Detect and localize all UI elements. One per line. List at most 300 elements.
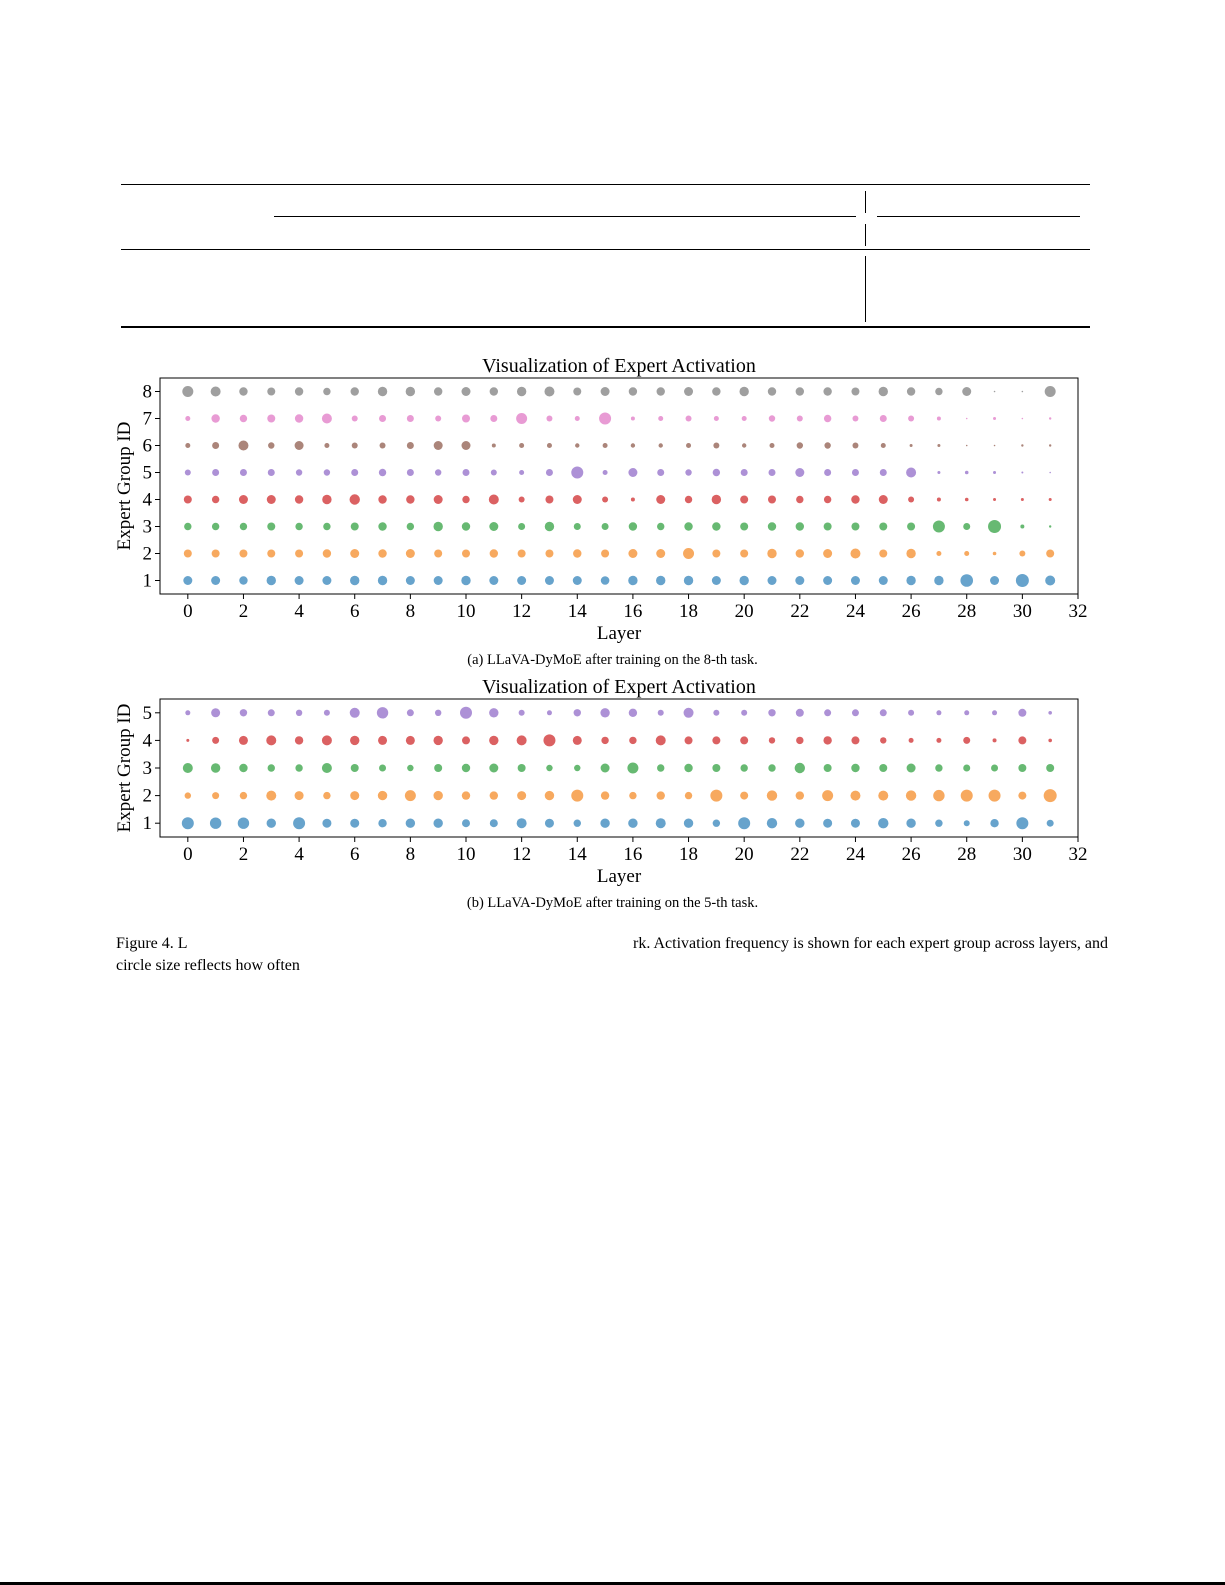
chart-b-point-group5-layer13 xyxy=(547,710,552,715)
chart-a-point-group7-layer24 xyxy=(852,416,858,422)
chart-b-x-tick-label-8: 8 xyxy=(405,844,416,865)
chart-a-point-group2-layer20 xyxy=(740,550,748,558)
chart-a-point-group5-layer25 xyxy=(880,469,887,476)
chart-b-point-group4-layer11 xyxy=(489,736,498,745)
chart-a-point-group2-layer11 xyxy=(490,549,498,557)
chart-a-point-group6-layer15 xyxy=(603,443,608,448)
chart-a-point-group1-layer3 xyxy=(267,576,276,585)
chart-b-y-tick-label-5: 5 xyxy=(142,702,152,724)
chart-b-y-tick-label-4: 4 xyxy=(142,730,152,752)
chart-b-point-group5-layer12 xyxy=(519,710,525,716)
figure-caption-line1-right: rk. Activation frequency is shown for each expert group across layers, and xyxy=(633,935,1108,952)
chart-b-point-group5-layer24 xyxy=(852,709,859,716)
chart-a-point-group4-layer19 xyxy=(712,495,721,504)
chart-a-point-group3-layer0 xyxy=(184,523,191,530)
chart-b-point-group2-layer19 xyxy=(710,790,722,802)
chart-a-point-group8-layer0 xyxy=(182,386,193,397)
subfigure-caption-b: (b) LLaVA-DyMoE after training on the 5-th task. xyxy=(466,895,759,911)
chart-b-point-group3-layer7 xyxy=(379,765,386,772)
chart-a-point-group1-layer29 xyxy=(990,576,999,585)
chart-b-point-group4-layer19 xyxy=(712,736,720,744)
chart-a-point-group1-layer16 xyxy=(628,576,637,585)
chart-a-x-tick-label-26: 26 xyxy=(901,601,921,622)
chart-a-point-group8-layer22 xyxy=(796,387,804,395)
chart-a-point-group2-layer27 xyxy=(936,551,941,556)
chart-b-point-group5-layer25 xyxy=(880,709,887,716)
chart-a-point-group1-layer4 xyxy=(295,576,304,585)
chart-b-point-group2-layer23 xyxy=(822,790,833,801)
chart-a-point-group7-layer13 xyxy=(546,416,552,422)
chart-b-point-group3-layer14 xyxy=(574,765,580,771)
chart-a-point-group6-layer12 xyxy=(519,443,524,448)
chart-b-x-tick-label-24: 24 xyxy=(845,844,865,865)
chart-b-point-group3-layer11 xyxy=(489,764,498,773)
chart-a-x-tick-label-32: 32 xyxy=(1068,601,1088,622)
chart-a-point-group5-layer2 xyxy=(240,469,247,476)
chart-b-point-group2-layer16 xyxy=(629,792,636,799)
chart-a-point-group5-layer15 xyxy=(603,470,608,475)
chart-b-point-group4-layer10 xyxy=(462,736,470,744)
chart-b-point-group5-layer4 xyxy=(296,710,302,716)
chart-a-point-group4-layer28 xyxy=(965,498,969,502)
chart-b-point-group3-layer3 xyxy=(268,764,275,771)
chart-a-point-group3-layer15 xyxy=(602,523,609,530)
chart-a-x-tick-label-0: 0 xyxy=(183,601,193,622)
chart-b-point-group4-layer28 xyxy=(963,737,970,744)
chart-b-point-group2-layer0 xyxy=(185,792,191,798)
table-vrule-header-1 xyxy=(865,191,866,213)
chart-b-x-tick-label-28: 28 xyxy=(957,844,977,865)
table-cmidrule-left xyxy=(274,216,856,217)
chart-a-point-group8-layer17 xyxy=(657,387,665,395)
chart-b-point-group3-layer26 xyxy=(907,764,916,773)
chart-a-point-group4-layer3 xyxy=(267,495,276,504)
chart-b-point-group2-layer14 xyxy=(571,790,583,802)
chart-b-x-tick-label-10: 10 xyxy=(456,844,476,865)
chart-a-point-group1-layer31 xyxy=(1045,576,1055,586)
chart-b-point-group2-layer6 xyxy=(350,791,359,800)
chart-a-point-group1-layer20 xyxy=(739,576,748,585)
chart-b-point-group4-layer7 xyxy=(378,736,387,745)
chart-b-point-group1-layer24 xyxy=(851,819,860,828)
chart-b-x-tick-label-30: 30 xyxy=(1012,844,1032,865)
chart-a-point-group2-layer18 xyxy=(683,548,694,559)
chart-b-point-group2-layer27 xyxy=(933,790,944,801)
chart-a-y-tick-label-7: 7 xyxy=(142,408,152,430)
chart-a-point-group2-layer5 xyxy=(323,549,331,557)
chart-b-point-group1-layer0 xyxy=(182,817,194,829)
chart-a-point-group3-layer8 xyxy=(407,523,414,530)
chart-a-point-group1-layer22 xyxy=(795,576,804,585)
chart-a-point-group1-layer14 xyxy=(573,576,582,585)
table-vrule-header-2 xyxy=(865,224,866,246)
chart-b-point-group1-layer11 xyxy=(490,819,498,827)
chart-a-point-group3-layer26 xyxy=(907,523,915,531)
chart-a-point-group5-layer14 xyxy=(571,467,583,479)
chart-b-point-group2-layer17 xyxy=(657,791,665,799)
chart-b-point-group3-layer0 xyxy=(183,763,193,773)
chart-a-point-group4-layer2 xyxy=(239,495,248,504)
chart-b-x-tick-label-6: 6 xyxy=(349,844,360,865)
chart-a-y-tick-label-1: 1 xyxy=(142,570,152,592)
chart-a-point-group7-layer26 xyxy=(908,416,914,422)
chart-a-point-group6-layer11 xyxy=(492,444,496,448)
chart-b-point-group4-layer8 xyxy=(406,736,415,745)
chart-a-point-group8-layer25 xyxy=(879,387,888,396)
chart-b-point-group2-layer22 xyxy=(796,791,804,799)
chart-b-point-group4-layer2 xyxy=(239,736,248,745)
chart-b-point-group4-layer17 xyxy=(656,735,666,745)
chart-b-point-group5-layer2 xyxy=(240,709,247,716)
subfigure-caption-a: (a) LLaVA-DyMoE after training on the 8-th task. xyxy=(467,652,758,668)
chart-b-point-group3-layer1 xyxy=(211,763,220,772)
chart-a-point-group1-layer6 xyxy=(350,576,359,585)
chart-a-point-group8-layer20 xyxy=(739,387,748,396)
chart-a-point-group6-layer4 xyxy=(295,441,304,450)
chart-b-point-group2-layer21 xyxy=(767,790,777,800)
chart-b-point-group2-layer9 xyxy=(433,791,442,800)
chart-a-point-group1-layer12 xyxy=(517,576,526,585)
chart-a-x-tick-label-12: 12 xyxy=(512,601,532,622)
chart-a-point-group5-layer30 xyxy=(1021,472,1023,474)
chart-a-point-group2-layer4 xyxy=(295,550,303,558)
chart-a-x-tick-label-10: 10 xyxy=(456,601,476,622)
chart-b-point-group3-layer29 xyxy=(991,765,998,772)
chart-a-point-group7-layer6 xyxy=(352,416,358,422)
chart-b-x-tick-label-20: 20 xyxy=(734,844,754,865)
chart-b-point-group4-layer29 xyxy=(993,738,997,742)
chart-b-point-group2-layer10 xyxy=(462,791,470,799)
chart-b-point-group3-layer2 xyxy=(239,764,247,772)
chart-b-point-group2-layer30 xyxy=(1018,792,1026,800)
chart-b-point-group1-layer1 xyxy=(210,818,221,829)
chart-b-point-group4-layer23 xyxy=(823,736,831,744)
chart-b-point-group5-layer16 xyxy=(629,709,637,717)
chart-a-point-group6-layer14 xyxy=(575,443,579,447)
chart-a-point-group5-layer29 xyxy=(993,471,996,474)
chart-a-x-tick-label-18: 18 xyxy=(679,601,699,622)
chart-a-point-group2-layer21 xyxy=(767,549,776,558)
chart-a-point-group1-layer10 xyxy=(461,576,470,585)
chart-b-point-group4-layer14 xyxy=(573,736,582,745)
chart-b-point-group5-layer19 xyxy=(713,710,719,716)
chart-a-point-group2-layer17 xyxy=(656,549,665,558)
chart-a-point-group8-layer29 xyxy=(994,391,996,393)
chart-a-point-group1-layer8 xyxy=(406,576,415,585)
chart-b-point-group4-layer21 xyxy=(769,737,775,743)
chart-b-point-group3-layer4 xyxy=(295,764,302,771)
chart-a-point-group6-layer3 xyxy=(268,442,274,448)
chart-a-point-group3-layer14 xyxy=(574,523,581,530)
chart-a-point-group5-layer17 xyxy=(657,469,664,476)
chart-a-point-group3-layer5 xyxy=(323,523,330,530)
chart-a-point-group7-layer18 xyxy=(686,416,692,422)
chart-a-point-group5-layer18 xyxy=(685,469,691,475)
chart-a-plot-frame xyxy=(160,378,1078,594)
chart-b-point-group1-layer18 xyxy=(684,819,693,828)
chart-a-point-group5-layer0 xyxy=(185,470,191,476)
chart-a-point-group8-layer11 xyxy=(490,387,498,395)
chart-a-point-group6-layer1 xyxy=(212,442,219,449)
chart-a-point-group5-layer23 xyxy=(824,469,831,476)
chart-b-point-group5-layer22 xyxy=(796,709,804,717)
chart-b-point-group3-layer6 xyxy=(351,764,359,772)
chart-b-point-group1-layer9 xyxy=(433,819,442,828)
chart-b-point-group4-layer24 xyxy=(851,736,859,744)
chart-a-point-group3-layer2 xyxy=(240,523,247,530)
chart-b-point-group2-layer12 xyxy=(517,791,526,800)
chart-a-point-group3-layer6 xyxy=(351,523,359,531)
chart-a-point-group8-layer31 xyxy=(1045,386,1056,397)
expert-activation-chart-a xyxy=(0,340,1225,650)
chart-b-x-tick-label-32: 32 xyxy=(1068,844,1088,865)
chart-a-point-group2-layer31 xyxy=(1046,550,1054,558)
chart-b-point-group5-layer1 xyxy=(211,708,220,717)
chart-a-y-tick-label-5: 5 xyxy=(142,462,152,484)
chart-a-point-group6-layer23 xyxy=(824,442,830,448)
chart-a-point-group2-layer3 xyxy=(267,550,275,558)
chart-a-point-group8-layer12 xyxy=(517,387,526,396)
chart-a-point-group7-layer25 xyxy=(880,415,887,422)
chart-a-point-group1-layer17 xyxy=(656,576,665,585)
chart-b-point-group2-layer18 xyxy=(685,792,692,799)
chart-a-point-group4-layer14 xyxy=(573,495,582,504)
chart-b-point-group5-layer28 xyxy=(964,710,969,715)
chart-a-point-group8-layer9 xyxy=(434,387,442,395)
chart-b-point-group2-layer13 xyxy=(545,791,554,800)
chart-a-point-group1-layer13 xyxy=(545,576,554,585)
chart-b-point-group5-layer8 xyxy=(407,709,414,716)
chart-a-point-group8-layer2 xyxy=(239,387,247,395)
chart-b-point-group4-layer4 xyxy=(295,736,303,744)
chart-a-point-group6-layer25 xyxy=(881,443,886,448)
chart-b-point-group3-layer27 xyxy=(935,764,942,771)
chart-a-point-group6-layer22 xyxy=(797,442,803,448)
chart-a-point-group4-layer11 xyxy=(489,495,499,505)
chart-b-point-group4-layer6 xyxy=(350,736,359,745)
chart-a-point-group4-layer8 xyxy=(406,495,414,503)
chart-a-point-group5-layer10 xyxy=(463,469,470,476)
chart-a-point-group4-layer27 xyxy=(937,498,941,502)
chart-a-y-tick-label-2: 2 xyxy=(142,543,152,565)
chart-b-point-group5-layer0 xyxy=(185,710,190,715)
chart-b-point-group4-layer13 xyxy=(543,734,555,746)
chart-b-point-group4-layer5 xyxy=(322,735,332,745)
chart-a-point-group6-layer7 xyxy=(380,443,386,449)
chart-a-point-group4-layer9 xyxy=(434,495,443,504)
chart-a-point-group1-layer5 xyxy=(322,576,331,585)
chart-a-point-group1-layer15 xyxy=(601,576,610,585)
chart-b-point-group5-layer29 xyxy=(992,710,997,715)
chart-b-point-group2-layer20 xyxy=(740,792,748,800)
chart-a-point-group7-layer21 xyxy=(769,415,775,421)
chart-a-point-group5-layer21 xyxy=(769,469,776,476)
chart-a-point-group8-layer19 xyxy=(712,387,720,395)
chart-a-point-group1-layer27 xyxy=(934,576,943,585)
chart-b-point-group3-layer5 xyxy=(322,763,332,773)
chart-a-point-group3-layer19 xyxy=(712,522,720,530)
chart-a-point-group2-layer22 xyxy=(796,549,804,557)
chart-b-point-group3-layer23 xyxy=(824,764,832,772)
chart-b-point-group1-layer8 xyxy=(406,819,415,828)
chart-b-point-group5-layer26 xyxy=(908,710,914,716)
chart-b-point-group1-layer4 xyxy=(293,817,305,829)
chart-b-point-group1-layer25 xyxy=(878,818,888,828)
chart-b-x-tick-label-4: 4 xyxy=(294,844,304,865)
chart-a-point-group7-layer12 xyxy=(516,413,527,424)
chart-a-point-group8-layer26 xyxy=(907,387,915,395)
table-vrule-body xyxy=(865,256,866,322)
chart-a-point-group4-layer0 xyxy=(184,496,192,504)
chart-a-point-group3-layer21 xyxy=(768,522,776,530)
chart-b-point-group1-layer19 xyxy=(713,820,720,827)
chart-a-point-group3-layer16 xyxy=(629,522,637,530)
chart-a-point-group3-layer3 xyxy=(267,523,275,531)
chart-a-point-group1-layer23 xyxy=(823,576,832,585)
chart-a-point-group3-layer28 xyxy=(963,523,970,530)
chart-a-point-group5-layer7 xyxy=(379,469,386,476)
chart-a-point-group6-layer21 xyxy=(770,443,775,448)
chart-a-point-group3-layer11 xyxy=(489,522,498,531)
chart-a-point-group3-layer7 xyxy=(378,522,386,530)
chart-a-point-group5-layer20 xyxy=(741,469,748,476)
chart-a-point-group2-layer26 xyxy=(906,549,915,558)
chart-a-point-group8-layer3 xyxy=(267,388,275,396)
chart-a-point-group4-layer20 xyxy=(740,496,748,504)
chart-b-point-group4-layer12 xyxy=(517,735,527,745)
chart-b-point-group4-layer18 xyxy=(685,736,693,744)
chart-a-point-group8-layer5 xyxy=(323,388,330,395)
chart-a-point-group2-layer30 xyxy=(1019,551,1025,557)
chart-b-point-group5-layer14 xyxy=(574,709,581,716)
chart-b-point-group5-layer18 xyxy=(684,708,694,718)
chart-b-point-group4-layer27 xyxy=(936,738,941,743)
chart-a-point-group3-layer12 xyxy=(518,523,525,530)
chart-a-point-group2-layer1 xyxy=(212,550,220,558)
chart-b-point-group3-layer10 xyxy=(462,764,470,772)
chart-a-x-tick-label-24: 24 xyxy=(845,601,865,622)
chart-a-point-group4-layer13 xyxy=(545,496,553,504)
chart-a-point-group2-layer13 xyxy=(545,550,553,558)
chart-b-point-group3-layer13 xyxy=(546,765,552,771)
chart-a-point-group1-layer21 xyxy=(768,576,777,585)
chart-b-point-group2-layer25 xyxy=(878,791,888,801)
chart-b-point-group4-layer0 xyxy=(186,739,189,742)
chart-a-point-group8-layer15 xyxy=(601,387,610,396)
chart-a-point-group4-layer7 xyxy=(378,495,386,503)
chart-a-point-group8-layer24 xyxy=(851,388,859,396)
chart-b-point-group5-layer17 xyxy=(658,710,664,716)
chart-b-point-group4-layer3 xyxy=(266,735,276,745)
chart-a-point-group2-layer24 xyxy=(850,549,860,559)
chart-a-point-group8-layer10 xyxy=(462,387,471,396)
chart-a-point-group4-layer21 xyxy=(768,496,776,504)
chart-b-point-group1-layer7 xyxy=(378,819,386,827)
chart-a-point-group7-layer23 xyxy=(824,415,831,422)
chart-a-point-group4-layer30 xyxy=(1021,498,1024,501)
chart-a-point-group4-layer1 xyxy=(212,496,219,503)
chart-a-x-tick-label-28: 28 xyxy=(957,601,977,622)
chart-a-point-group2-layer29 xyxy=(993,552,997,556)
chart-a-point-group2-layer7 xyxy=(378,549,386,557)
chart-a-point-group1-layer11 xyxy=(489,576,498,585)
chart-a-point-group1-layer25 xyxy=(879,576,888,585)
chart-a-point-group8-layer21 xyxy=(768,387,776,395)
chart-b-point-group1-layer14 xyxy=(574,820,581,827)
expert-activation-chart-b xyxy=(0,666,1225,896)
chart-b-point-group5-layer23 xyxy=(824,709,831,716)
chart-b-x-tick-label-26: 26 xyxy=(901,844,921,865)
chart-a-point-group2-layer0 xyxy=(184,550,192,558)
chart-b-point-group4-layer9 xyxy=(433,736,442,745)
chart-a-point-group2-layer16 xyxy=(628,549,637,558)
chart-a-point-group7-layer1 xyxy=(211,414,219,422)
chart-b-point-group4-layer26 xyxy=(909,738,914,743)
chart-a-point-group2-layer2 xyxy=(239,550,247,558)
chart-b-point-group1-layer23 xyxy=(823,819,832,828)
chart-a-point-group6-layer27 xyxy=(937,444,940,447)
chart-a-point-group6-layer10 xyxy=(462,441,471,450)
chart-a-point-group7-layer29 xyxy=(993,417,996,420)
chart-a-point-group6-layer6 xyxy=(352,443,358,449)
chart-b-point-group1-layer31 xyxy=(1047,820,1054,827)
figure-caption xyxy=(116,933,1108,977)
chart-b-point-group2-layer24 xyxy=(850,791,860,801)
chart-b-point-group5-layer21 xyxy=(768,709,775,716)
chart-a-point-group5-layer16 xyxy=(628,468,637,477)
chart-a-point-group2-layer23 xyxy=(823,549,832,558)
chart-a-point-group2-layer9 xyxy=(434,550,442,558)
chart-a-point-group8-layer23 xyxy=(823,387,831,395)
chart-b-point-group2-layer31 xyxy=(1044,789,1057,802)
chart-b-y-tick-label-3: 3 xyxy=(142,758,152,779)
chart-a-point-group8-layer8 xyxy=(406,387,415,396)
table-bottom-rule xyxy=(121,326,1090,328)
chart-b-point-group3-layer8 xyxy=(407,765,413,771)
chart-a-point-group1-layer2 xyxy=(239,576,247,584)
chart-b-point-group3-layer20 xyxy=(740,764,747,771)
chart-b-point-group4-layer16 xyxy=(629,737,636,744)
chart-a-point-group1-layer7 xyxy=(378,576,387,585)
chart-a-point-group6-layer31 xyxy=(1049,444,1051,446)
chart-b-point-group3-layer16 xyxy=(627,763,638,774)
chart-b-point-group2-layer26 xyxy=(906,790,916,800)
chart-a-x-tick-label-6: 6 xyxy=(349,601,360,622)
chart-a-point-group7-layer28 xyxy=(966,418,968,420)
chart-a-point-group7-layer10 xyxy=(462,415,470,423)
chart-a-point-group6-layer0 xyxy=(185,443,190,448)
chart-a-point-group5-layer19 xyxy=(713,469,720,476)
chart-a-point-group7-layer5 xyxy=(322,414,332,424)
chart-a-point-group2-layer14 xyxy=(573,549,581,557)
chart-a-point-group7-layer20 xyxy=(742,416,747,421)
chart-a-y-tick-label-4: 4 xyxy=(142,489,152,511)
chart-a-point-group2-layer6 xyxy=(350,549,359,558)
chart-b-point-group2-layer5 xyxy=(323,792,330,799)
chart-b-point-group3-layer30 xyxy=(1018,764,1026,772)
chart-a-point-group7-layer30 xyxy=(1022,418,1024,420)
chart-b-point-group3-layer25 xyxy=(879,764,887,772)
chart-a-point-group2-layer25 xyxy=(879,550,887,558)
chart-a-point-group6-layer24 xyxy=(852,443,858,449)
chart-a-x-axis-label: Layer xyxy=(596,623,642,644)
chart-b-point-group5-layer3 xyxy=(268,709,275,716)
chart-a-point-group7-layer4 xyxy=(295,414,303,422)
chart-a-point-group6-layer8 xyxy=(407,442,414,449)
chart-a-point-group8-layer28 xyxy=(962,387,971,396)
chart-a-point-group7-layer11 xyxy=(490,415,497,422)
chart-b-x-axis-label: Layer xyxy=(596,866,642,887)
